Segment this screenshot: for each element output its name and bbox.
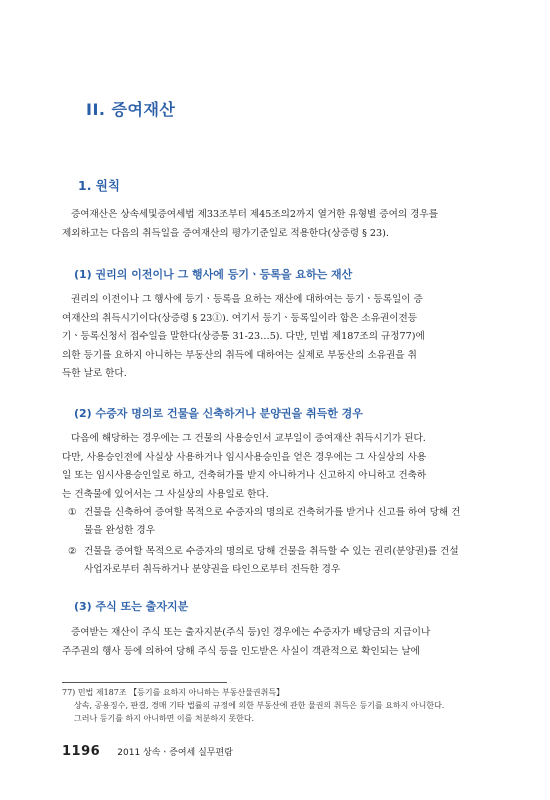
page-footer bbox=[62, 740, 233, 759]
paragraph-line: 여재산의 취득시기이다(상증령 § 23①). 여기서 등기ㆍ등록일이라 함은 소유권이전등 bbox=[62, 312, 418, 324]
subsection-title-2: (2) 수증자 명의로 건물을 신축하거나 분양권을 취득한 경우 bbox=[74, 407, 363, 420]
footnote-line: 77) 민법 제187조 【등기를 요하지 아니하는 부동산물권취득】 bbox=[62, 688, 285, 697]
footnote-line: 그러나 등기를 하지 아니하면 이를 처분하지 못한다. bbox=[74, 714, 255, 723]
paragraph-line: 주주권의 행사 등에 의하여 당해 주식 등을 인도받은 사실이 객관적으로 확인되는 날에 bbox=[62, 645, 420, 657]
list-item-line: 건물을 신축하여 증여할 목적으로 수증자의 명의로 건축허가를 받거나 신고를 하여 당해 건 bbox=[84, 507, 461, 518]
list-item bbox=[68, 543, 490, 578]
paragraph-line: 권리의 이전이나 그 행사에 등기ㆍ등록을 요하는 재산에 대하여는 등기ㆍ등록일이 증 bbox=[71, 294, 423, 305]
paragraph-line: 일 또는 임시사용승인일로 하고, 건축허가를 받지 아니하거나 신고하지 아니하고 건축하 bbox=[62, 470, 427, 481]
subsection-3-paragraph bbox=[62, 624, 490, 661]
paragraph-line: 는 건축물에 있어서는 그 사실상의 사용일로 한다. bbox=[62, 488, 269, 500]
subsection-1-paragraph bbox=[62, 291, 490, 384]
paragraph-line: 증여재산은 상속세및증여세법 제33조부터 제45조의2까지 열거한 유형별 증여의 경우를 bbox=[71, 209, 438, 220]
footer-book-title: 2011 상속ㆍ증여세 실무편람 bbox=[117, 748, 233, 758]
paragraph-line: 제외하고는 다음의 취득일을 증여재산의 평가기준일로 적용한다(상증령 § 23). bbox=[62, 227, 389, 239]
list-item-line: 물을 완성한 경우 bbox=[84, 524, 155, 536]
subsection-title-3: (3) 주식 또는 출자지분 bbox=[74, 600, 189, 613]
paragraph-line: 다음에 해당하는 경우에는 그 건물의 사용승인서 교부일이 증여재산 취득시기가 된다. bbox=[71, 433, 426, 444]
page-number: 1196 bbox=[62, 744, 101, 759]
list-item-line: 사업자로부터 취득하거나 분양권을 타인으로부터 전득한 경우 bbox=[84, 563, 341, 575]
footnote bbox=[62, 686, 490, 725]
list-item-line: 건물을 증여할 목적으로 수증자의 명의로 당해 건물을 취득할 수 있는 권리(분양권)를 건설 bbox=[84, 546, 459, 557]
footnote-divider bbox=[62, 682, 227, 683]
section-title: 1. 원칙 bbox=[78, 178, 120, 193]
intro-paragraph bbox=[62, 206, 490, 243]
list-marker: ② bbox=[68, 546, 77, 557]
footnote-line: 상속, 공용징수, 판결, 경매 기타 법률의 규정에 의한 부동산에 관한 물권의 취득은 등기를 요하지 아니한다. bbox=[74, 701, 445, 710]
paragraph-line: 의한 등기를 요하지 아니하는 부동산의 취득에 대하여는 실제로 부동산의 소유권을 취 bbox=[62, 349, 417, 361]
chapter-title: II. 증여재산 bbox=[86, 100, 176, 119]
list-item bbox=[68, 504, 490, 539]
paragraph-line: 기ㆍ등록신청서 접수일을 말한다(상증통 31-23…5). 다만, 민법 제187조의 규정77)에 bbox=[62, 331, 425, 342]
subsection-2-list bbox=[68, 504, 490, 578]
list-marker: ① bbox=[68, 507, 77, 518]
subsection-title-1: (1) 권리의 이전이나 그 행사에 등기ㆍ등록을 요하는 재산 bbox=[74, 268, 353, 281]
paragraph-line: 다만, 사용승인전에 사실상 사용하거나 임시사용승인을 얻은 경우에는 그 사실상의 사용 bbox=[62, 451, 427, 463]
subsection-2-paragraph bbox=[62, 430, 490, 504]
paragraph-line: 득한 날로 한다. bbox=[62, 368, 127, 379]
paragraph-line: 증여받는 재산이 주식 또는 출자지분(주식 등)인 경우에는 수증자가 배당금의 지급이나 bbox=[71, 627, 431, 638]
